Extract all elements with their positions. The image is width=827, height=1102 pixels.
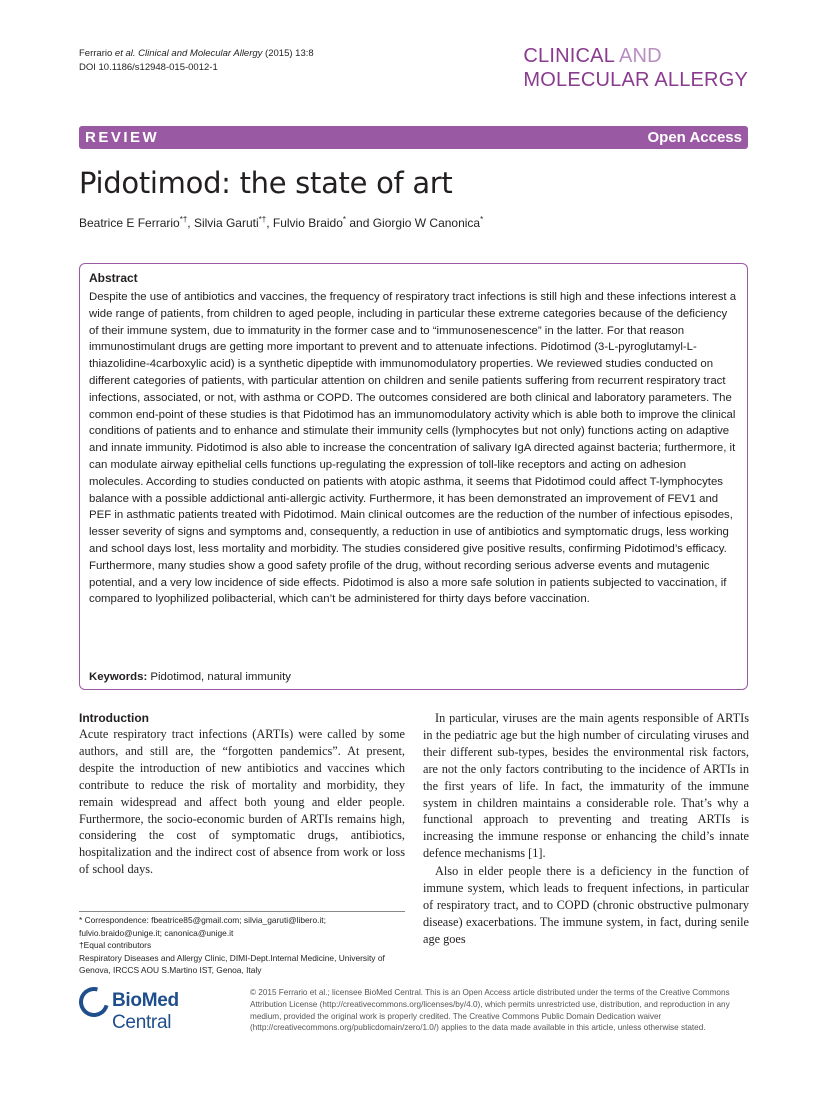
doi[interactable]: DOI 10.1186/s12948-015-0012-1 (79, 62, 218, 73)
keywords-list: Pidotimod, natural immunity (147, 671, 291, 683)
author-separator: , (187, 216, 194, 230)
citation-authors: Ferrario (79, 48, 115, 59)
author-affiliation-mark: *† (179, 215, 188, 224)
biomed-logo-rest: Central (112, 1012, 172, 1033)
author-name[interactable]: Beatrice E Ferrario (79, 216, 180, 230)
citation-journal: Clinical and Molecular Allergy (138, 48, 263, 59)
citation-etal: et al. (114, 48, 136, 59)
journal-name-clinical: CLINICAL (523, 45, 619, 67)
author-name[interactable]: Silvia Garuti (193, 216, 259, 230)
affiliation-note: Respiratory Diseases and Allergy Clinic, DIMI-Dept.Internal Medicine, University of Genova, IRCCS AOU S.Martino IST, Genoa, Italy (79, 952, 385, 975)
citation-block (79, 47, 314, 75)
author-affiliation-mark: * (342, 215, 347, 224)
keywords-label: Keywords: (89, 671, 148, 683)
biomed-logo-icon (74, 982, 115, 1023)
equal-contributors-note: †Equal contributors (79, 940, 152, 950)
article-type: REVIEW (85, 129, 160, 146)
author-name[interactable]: Fulvio Braido (272, 216, 343, 230)
journal-name (523, 44, 748, 92)
author-affiliation-mark: * (480, 215, 484, 224)
citation-line (79, 47, 314, 61)
biomed-central-logo[interactable] (79, 985, 239, 1033)
author-separator: , (266, 216, 273, 230)
citation-year-volume: (2015) 13:8 (262, 48, 314, 59)
license-statement: © 2015 Ferrario et al.; licensee BioMed Central. This is an Open Access article distributed under the terms of the Creative Commons Attribution License (http://creativecommons.org/licenses/by/4.0), which permits unrestricted use, distribution, and reproduction in any medium, provided the original work is properly credited. The Creative Commons Public Domain Dedication waiver (http://creativecommons.org/publicdomain/zero/1.0/) applies to the data made available in this article, unless otherwise stated. (250, 988, 730, 1033)
article-type-bar (79, 126, 748, 149)
author-list (79, 215, 483, 230)
author-affiliation-mark: *† (258, 215, 267, 224)
body-paragraph: In particular, viruses are the main agents responsible of ARTIs in the pediatric age but the high number of circulating viruses and their different sub-types, besides the environmental risk factors, are not the only factors contributing to the incidence of ARTIs in the first years of life. In fact, the immaturity of the immune system in children maintains a considerable role. That’s why a functional approach to preventing and treating ARTIs is increasing the immune response or enhancing the child’s innate defence mechanisms [1]. (423, 711, 749, 861)
journal-name-molecular-allergy: MOLECULAR ALLERGY (523, 69, 748, 91)
open-access-label: Open Access (647, 129, 742, 146)
body-paragraph: Acute respiratory tract infections (ARTIs) were called by some authors, and still are, the “forgotten pandemics”. At present, despite the introduction of new antibiotics and vaccines which contribute to reduce the risk of mortality and morbidity, they remain widespread and affect both young and elder people. Furthermore, the socio-economic burden of ARTIs remains high, considering the cost of symptomatic drugs, antibiotics, hospitalization and the indirect cost of absence from work or loss of school days. (79, 727, 405, 877)
footnotes (79, 911, 405, 977)
biomed-logo-bold: BioMed (112, 990, 179, 1011)
article-title: Pidotimod: the state of art (79, 166, 453, 200)
abstract-heading: Abstract (89, 271, 138, 285)
abstract-box (79, 263, 748, 690)
keywords (89, 671, 291, 683)
correspondence-note[interactable]: * Correspondence: fbeatrice85@gmail.com; silvia_garuti@libero.it; fulvio.braido@unige.it; canonica@unige.it (79, 915, 326, 938)
section-heading-introduction: Introduction (79, 711, 149, 725)
journal-name-and: AND (618, 45, 662, 67)
body-paragraph: Also in elder people there is a deficiency in the function of immune system, which leads to frequent infections, in particular of respiratory tract, and to COPD (chronic obstructive pulmonary disease) exacerbations. The immune system, in fact, during senile age goes (423, 864, 749, 946)
abstract-text: Despite the use of antibiotics and vaccines, the frequency of respiratory tract infections is still high and these infections interest a wide range of patients, from children to aged people, including in particular these extreme categories because of the deficiency of their immune system, due to immaturity in the former case and to “immunosenescence” in the latter. For that reason immunostimulant drugs are getting more important to prevent and to attenuate infections. Pidotimod (3-L-pyroglutamyl-L-thiazolidine-4carboxylic acid) is a synthetic dipeptide with immunomodulatory properties. We reviewed studies conducted on different categories of patients, with particular attention on children and senile patients suffering from recurrent respiratory tract infections, associated, or not, with asthma or COPD. The outcomes considered are both clinical and laboratory parameters. The common end-point of these studies is that Pidotimod has an immunomodulatory activity which is able both to improve the clinical conditions of patients and to enhance and stimulate their immunity cells (lymphocytes but not only) functions acting on adaptive and innate immunity. Pidotimod is also able to increase the concentration of salivary IgA directed against bacteria; furthermore, it can modulate airway epithelial cells functions up-regulating the expression of toll-like receptors and acting on adhesion molecules. According to studies conducted on patients with atopic asthma, it seems that Pidotimod could affect T-lymphocytes balance with a possible addictional anti-allergic activity. Furthermore, it has been demonstrated an improvement of FEV1 and PEF in asthmatic patients treated with Pidotimod. Main clinical outcomes are the reduction of the number of infectious episodes, lesser severity of signs and symptoms and, consequently, a reduction in use of antibiotics and symptomatic drugs, less working and school days lost, less mortality and morbidity. The studies considered give positive results, confirming Pidotimod’s efficacy. Furthermore, many studies show a good safety profile of the drug, without recording serious adverse events and mutagenic potential, and a very low incidence of side effects. Pidotimod is also a more safe solution in patients subjected to vaccination, if compared to lyophilized polibacterial, which can’t be administered for thirty days before vaccination. (89, 291, 737, 606)
author-separator: and (346, 216, 373, 230)
author-name[interactable]: Giorgio W Canonica (372, 216, 481, 230)
body-column-left (79, 710, 405, 878)
body-column-right (423, 710, 749, 948)
biomed-logo-text (112, 990, 239, 1034)
